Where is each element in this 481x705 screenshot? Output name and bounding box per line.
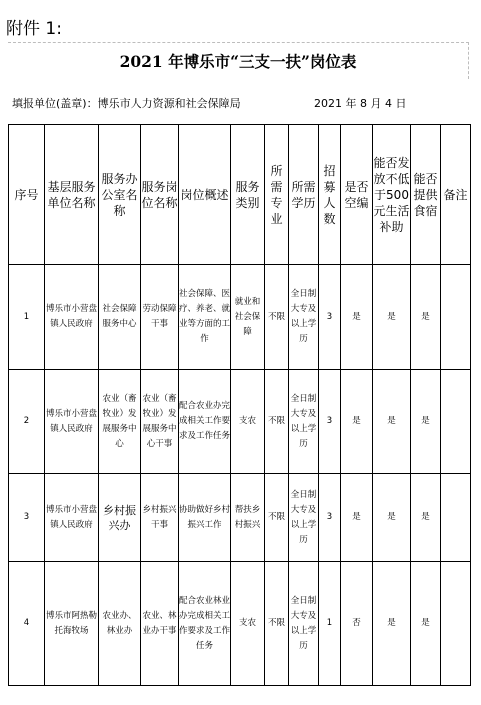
cell-major: 不限 xyxy=(265,370,289,474)
cell-quota: 是 xyxy=(341,265,373,370)
header-remark: 备注 xyxy=(441,125,471,265)
header-row xyxy=(9,125,471,265)
attachment-label: 附件 1: xyxy=(6,19,62,39)
cell-lodging: 是 xyxy=(411,562,441,686)
header-count: 招募人数 xyxy=(319,125,341,265)
meta-row xyxy=(8,78,468,118)
cell-remark xyxy=(441,265,471,370)
cell-no: 1 xyxy=(9,265,45,370)
cell-post: 农业、林业办干事 xyxy=(141,562,179,686)
table-row xyxy=(9,474,471,562)
cell-count: 3 xyxy=(319,474,341,562)
reporting-unit: 填报单位(盖章)：博乐市人力资源和社会保障局 xyxy=(12,97,241,110)
cell-subsidy: 是 xyxy=(373,562,411,686)
cell-lodging: 是 xyxy=(411,370,441,474)
cell-subsidy: 是 xyxy=(373,265,411,370)
cell-no: 2 xyxy=(9,370,45,474)
job-table-sheet xyxy=(8,42,468,702)
header-lodging: 能否提供食宿 xyxy=(411,125,441,265)
header-subsidy: 能否发放不低于500元生活补助 xyxy=(373,125,411,265)
cell-education: 全日制大专及以上学历 xyxy=(289,474,319,562)
header-post: 服务岗位名称 xyxy=(141,125,179,265)
cell-remark xyxy=(441,562,471,686)
cell-overview: 协助做好乡村振兴工作 xyxy=(179,474,231,562)
cell-overview: 配合农业林业办完成相关工作要求及工作任务 xyxy=(179,562,231,686)
cell-category: 帮扶乡村振兴 xyxy=(231,474,265,562)
cell-no: 3 xyxy=(9,474,45,562)
cell-office: 农业办、林业办 xyxy=(99,562,141,686)
table-title: 2021 年博乐市“三支一扶”岗位表 xyxy=(8,42,469,79)
header-category: 服务类别 xyxy=(231,125,265,265)
header-unit: 基层服务单位名称 xyxy=(45,125,99,265)
cell-office: 社会保障服务中心 xyxy=(99,265,141,370)
cell-quota: 是 xyxy=(341,370,373,474)
header-quota: 是否空编 xyxy=(341,125,373,265)
cell-major: 不限 xyxy=(265,474,289,562)
cell-subsidy: 是 xyxy=(373,370,411,474)
cell-major: 不限 xyxy=(265,265,289,370)
table-row xyxy=(9,562,471,686)
cell-overview: 社会保障、医疗、养老、就业等方面的工作 xyxy=(179,265,231,370)
cell-count: 1 xyxy=(319,562,341,686)
header-office: 服务办公室名称 xyxy=(99,125,141,265)
cell-subsidy: 是 xyxy=(373,474,411,562)
cell-unit: 博乐市小营盘镇人民政府 xyxy=(45,265,99,370)
cell-remark xyxy=(441,370,471,474)
cell-office: 农业（畜牧业）发展服务中心 xyxy=(99,370,141,474)
cell-education: 全日制大专及以上学历 xyxy=(289,370,319,474)
cell-unit: 博乐市小营盘镇人民政府 xyxy=(45,474,99,562)
cell-education: 全日制大专及以上学历 xyxy=(289,265,319,370)
cell-count: 3 xyxy=(319,265,341,370)
cell-category: 支农 xyxy=(231,562,265,686)
cell-lodging: 是 xyxy=(411,474,441,562)
cell-office: 乡村振兴办 xyxy=(99,474,141,562)
report-date: 2021 年 8 月 4 日 xyxy=(314,97,407,110)
cell-major: 不限 xyxy=(265,562,289,686)
cell-quota: 是 xyxy=(341,474,373,562)
cell-no: 4 xyxy=(9,562,45,686)
cell-category: 支农 xyxy=(231,370,265,474)
cell-count: 3 xyxy=(319,370,341,474)
cell-education: 全日制大专及以上学历 xyxy=(289,562,319,686)
positions-table xyxy=(8,124,471,686)
cell-post: 乡村振兴干事 xyxy=(141,474,179,562)
cell-lodging: 是 xyxy=(411,265,441,370)
cell-remark xyxy=(441,474,471,562)
cell-unit: 博乐市阿热勒托海牧场 xyxy=(45,562,99,686)
header-major: 所需专业 xyxy=(265,125,289,265)
table-row xyxy=(9,265,471,370)
header-education: 所需学历 xyxy=(289,125,319,265)
table-row xyxy=(9,370,471,474)
cell-quota: 否 xyxy=(341,562,373,686)
cell-post: 农业（畜牧业）发展服务中心干事 xyxy=(141,370,179,474)
header-overview: 岗位概述 xyxy=(179,125,231,265)
cell-unit: 博乐市小营盘镇人民政府 xyxy=(45,370,99,474)
cell-post: 劳动保障干事 xyxy=(141,265,179,370)
header-no: 序号 xyxy=(9,125,45,265)
cell-category: 就业和社会保障 xyxy=(231,265,265,370)
cell-overview: 配合农业办完成相关工作要求及工作任务 xyxy=(179,370,231,474)
